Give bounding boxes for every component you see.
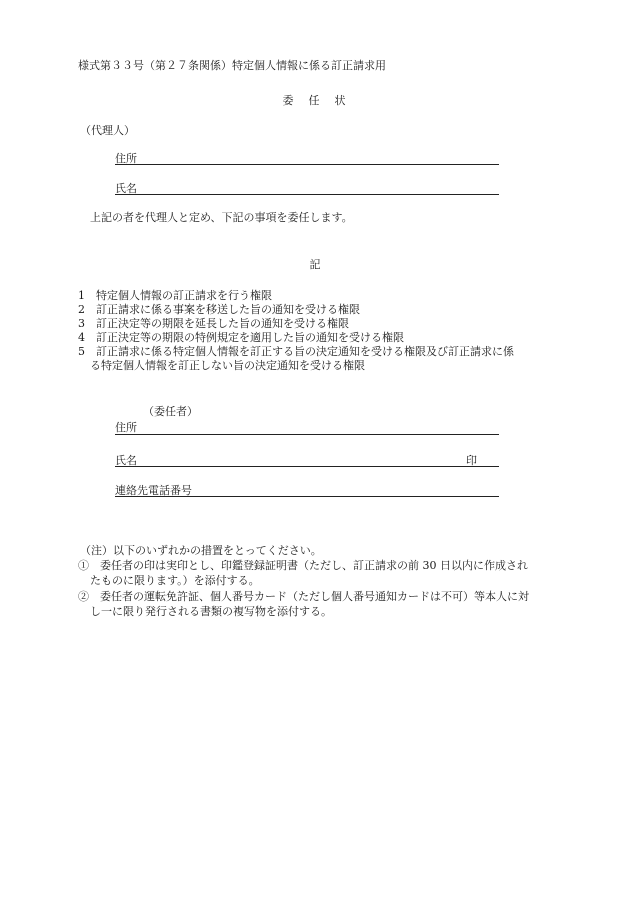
agent-heading: （代理人）	[80, 124, 135, 137]
delegation-statement: 上記の者を代理人と定め、下記の事項を委任します。	[90, 211, 353, 224]
principal-address-line[interactable]	[115, 434, 499, 435]
authority-item-1: 1 特定個人情報の訂正請求を行う権限	[78, 289, 272, 302]
form-header: 様式第３３号（第２７条関係）特定個人情報に係る訂正請求用	[78, 59, 386, 72]
authority-item-4: 4 訂正決定等の期限の特例規定を適用した旨の通知を受ける権限	[78, 331, 404, 344]
agent-address-label: 住所	[115, 152, 137, 165]
note-2-continued: し一に限り発行される書類の複写物を添付する。	[90, 605, 332, 618]
note-1: ① 委任者の印は実印とし、印鑑登録証明書（ただし、訂正請求の前 30 日以内に作成され	[78, 559, 528, 572]
form-title: 委 任 状	[282, 94, 348, 107]
agent-address-line[interactable]	[115, 164, 499, 165]
principal-address-label: 住所	[115, 421, 137, 434]
notes-heading: （注）以下のいずれかの措置をとってください。	[80, 544, 322, 557]
agent-name-label: 氏名	[115, 182, 137, 195]
authority-item-3: 3 訂正決定等の期限を延長した旨の通知を受ける権限	[78, 317, 349, 330]
authority-item-5-continued: る特定個人情報を訂正しない旨の決定通知を受ける権限	[90, 359, 365, 372]
principal-phone-line[interactable]	[115, 496, 499, 497]
authority-item-5: 5 訂正請求に係る特定個人情報を訂正する旨の決定通知を受ける権限及び訂正請求に係	[78, 345, 514, 358]
authority-item-2: 2 訂正請求に係る事案を移送した旨の通知を受ける権限	[78, 303, 360, 316]
agent-name-line[interactable]	[115, 194, 499, 195]
principal-phone-label: 連絡先電話番号	[115, 484, 192, 497]
ki-heading: 記	[309, 258, 321, 271]
principal-name-line[interactable]	[115, 466, 499, 467]
principal-name-label: 氏名	[115, 454, 137, 467]
seal-mark: 印	[466, 454, 477, 467]
note-1-continued: たものに限ります。）を添付する。	[90, 574, 260, 587]
note-2: ② 委任者の運転免許証、個人番号カード（ただし個人番号通知カードは不可）等本人に対	[78, 590, 529, 603]
principal-heading: （委任者）	[143, 405, 198, 418]
